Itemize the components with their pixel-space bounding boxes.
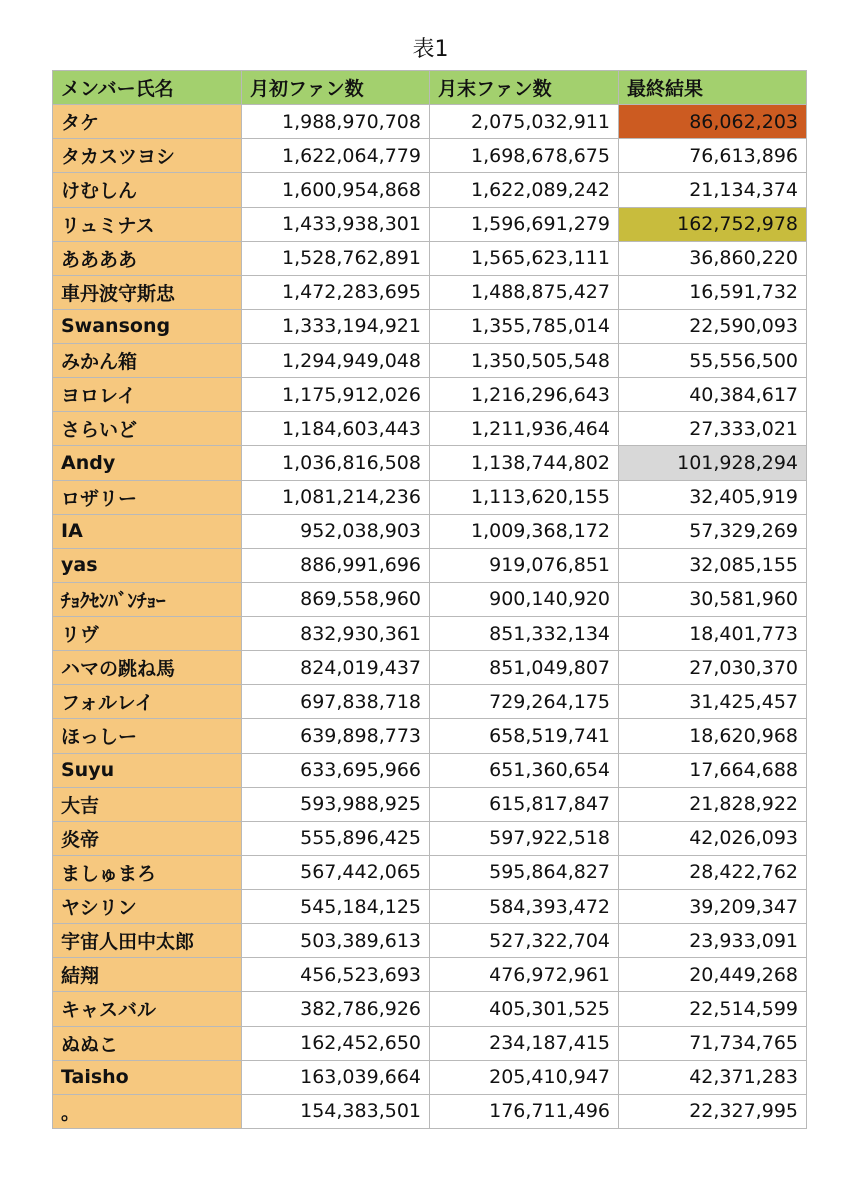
header-row — [53, 71, 807, 105]
table-row — [53, 821, 807, 855]
final-result-cell: 71,734,765 — [619, 1026, 807, 1060]
start-fans-cell: 1,294,949,048 — [242, 344, 430, 378]
end-fans-cell: 597,922,518 — [430, 821, 619, 855]
start-fans-cell: 886,991,696 — [242, 548, 430, 582]
end-fans-cell: 1,596,691,279 — [430, 207, 619, 241]
start-fans-cell: 869,558,960 — [242, 582, 430, 616]
table-row — [53, 548, 807, 582]
end-fans-cell: 1,009,368,172 — [430, 514, 619, 548]
final-result-cell: 21,828,922 — [619, 787, 807, 821]
end-fans-cell: 1,138,744,802 — [430, 446, 619, 480]
end-fans-cell: 1,113,620,155 — [430, 480, 619, 514]
final-result-cell: 22,590,093 — [619, 309, 807, 343]
table-row — [53, 924, 807, 958]
start-fans-cell: 1,081,214,236 — [242, 480, 430, 514]
member-name-cell: Andy — [53, 446, 242, 480]
end-fans-cell: 527,322,704 — [430, 924, 619, 958]
member-name-cell: 車丹波守斯忠 — [53, 275, 242, 309]
final-result-cell: 20,449,268 — [619, 958, 807, 992]
member-name-cell: yas — [53, 548, 242, 582]
end-fans-cell: 615,817,847 — [430, 787, 619, 821]
table-row — [53, 787, 807, 821]
end-fans-cell: 658,519,741 — [430, 719, 619, 753]
member-name-cell: ヨロレイ — [53, 378, 242, 412]
end-fans-cell: 900,140,920 — [430, 582, 619, 616]
final-result-cell: 31,425,457 — [619, 685, 807, 719]
start-fans-cell: 1,333,194,921 — [242, 309, 430, 343]
table-row — [53, 1060, 807, 1094]
final-result-cell: 42,371,283 — [619, 1060, 807, 1094]
start-fans-cell: 1,175,912,026 — [242, 378, 430, 412]
start-fans-cell: 1,600,954,868 — [242, 173, 430, 207]
member-name-cell: 。 — [53, 1094, 242, 1128]
start-fans-cell: 1,036,816,508 — [242, 446, 430, 480]
final-result-cell: 28,422,762 — [619, 855, 807, 889]
end-fans-cell: 651,360,654 — [430, 753, 619, 787]
end-fans-cell: 476,972,961 — [430, 958, 619, 992]
table-row — [53, 309, 807, 343]
member-name-cell: ほっしー — [53, 719, 242, 753]
final-result-cell: 16,591,732 — [619, 275, 807, 309]
end-fans-cell: 1,216,296,643 — [430, 378, 619, 412]
end-fans-cell: 851,049,807 — [430, 651, 619, 685]
start-fans-cell: 1,184,603,443 — [242, 412, 430, 446]
end-fans-cell: 234,187,415 — [430, 1026, 619, 1060]
final-result-cell: 39,209,347 — [619, 890, 807, 924]
member-name-cell: IA — [53, 514, 242, 548]
table-row — [53, 753, 807, 787]
start-fans-cell: 162,452,650 — [242, 1026, 430, 1060]
start-fans-cell: 163,039,664 — [242, 1060, 430, 1094]
table-row — [53, 719, 807, 753]
final-result-cell: 40,384,617 — [619, 378, 807, 412]
start-fans-cell: 1,622,064,779 — [242, 139, 430, 173]
start-fans-cell: 633,695,966 — [242, 753, 430, 787]
header-start-fans: 月初ファン数 — [242, 71, 430, 105]
table-row — [53, 139, 807, 173]
final-result-cell: 27,030,370 — [619, 651, 807, 685]
table-row — [53, 378, 807, 412]
table-row — [53, 582, 807, 616]
start-fans-cell: 639,898,773 — [242, 719, 430, 753]
table-row — [53, 514, 807, 548]
table-row — [53, 1026, 807, 1060]
final-result-cell: 21,134,374 — [619, 173, 807, 207]
end-fans-cell: 1,565,623,111 — [430, 241, 619, 275]
member-name-cell: 大吉 — [53, 787, 242, 821]
start-fans-cell: 1,988,970,708 — [242, 105, 430, 139]
final-result-cell: 162,752,978 — [619, 207, 807, 241]
member-name-cell: ハマの跳ね馬 — [53, 651, 242, 685]
table-row — [53, 412, 807, 446]
end-fans-cell: 1,698,678,675 — [430, 139, 619, 173]
table-row — [53, 446, 807, 480]
final-result-cell: 32,405,919 — [619, 480, 807, 514]
table-row — [53, 173, 807, 207]
final-result-cell: 22,327,995 — [619, 1094, 807, 1128]
member-name-cell: ましゅまろ — [53, 855, 242, 889]
final-result-cell: 23,933,091 — [619, 924, 807, 958]
final-result-cell: 18,620,968 — [619, 719, 807, 753]
start-fans-cell: 555,896,425 — [242, 821, 430, 855]
member-name-cell: タカスツヨシ — [53, 139, 242, 173]
final-result-cell: 27,333,021 — [619, 412, 807, 446]
member-name-cell: 結翔 — [53, 958, 242, 992]
member-name-cell: リヴ — [53, 617, 242, 651]
start-fans-cell: 824,019,437 — [242, 651, 430, 685]
start-fans-cell: 154,383,501 — [242, 1094, 430, 1128]
header-end-fans: 月末ファン数 — [430, 71, 619, 105]
member-name-cell: タケ — [53, 105, 242, 139]
start-fans-cell: 382,786,926 — [242, 992, 430, 1026]
start-fans-cell: 593,988,925 — [242, 787, 430, 821]
start-fans-cell: 1,472,283,695 — [242, 275, 430, 309]
member-name-cell: Swansong — [53, 309, 242, 343]
final-result-cell: 42,026,093 — [619, 821, 807, 855]
end-fans-cell: 919,076,851 — [430, 548, 619, 582]
final-result-cell: 57,329,269 — [619, 514, 807, 548]
start-fans-cell: 1,433,938,301 — [242, 207, 430, 241]
final-result-cell: 76,613,896 — [619, 139, 807, 173]
start-fans-cell: 952,038,903 — [242, 514, 430, 548]
end-fans-cell: 1,355,785,014 — [430, 309, 619, 343]
member-name-cell: Suyu — [53, 753, 242, 787]
end-fans-cell: 729,264,175 — [430, 685, 619, 719]
end-fans-cell: 205,410,947 — [430, 1060, 619, 1094]
table-row — [53, 241, 807, 275]
end-fans-cell: 595,864,827 — [430, 855, 619, 889]
start-fans-cell: 503,389,613 — [242, 924, 430, 958]
member-name-cell: 炎帝 — [53, 821, 242, 855]
final-result-cell: 86,062,203 — [619, 105, 807, 139]
final-result-cell: 55,556,500 — [619, 344, 807, 378]
final-result-cell: 22,514,599 — [619, 992, 807, 1026]
member-name-cell: フォルレイ — [53, 685, 242, 719]
table-row — [53, 958, 807, 992]
end-fans-cell: 1,488,875,427 — [430, 275, 619, 309]
final-result-cell: 101,928,294 — [619, 446, 807, 480]
end-fans-cell: 2,075,032,911 — [430, 105, 619, 139]
start-fans-cell: 697,838,718 — [242, 685, 430, 719]
table-row — [53, 685, 807, 719]
table-row — [53, 207, 807, 241]
member-name-cell: けむしん — [53, 173, 242, 207]
table-row — [53, 651, 807, 685]
member-name-cell: リュミナス — [53, 207, 242, 241]
final-result-cell: 17,664,688 — [619, 753, 807, 787]
table-row — [53, 344, 807, 378]
table-row — [53, 992, 807, 1026]
start-fans-cell: 456,523,693 — [242, 958, 430, 992]
member-name-cell: ぬぬこ — [53, 1026, 242, 1060]
end-fans-cell: 176,711,496 — [430, 1094, 619, 1128]
table-row — [53, 480, 807, 514]
start-fans-cell: 545,184,125 — [242, 890, 430, 924]
member-name-cell: 宇宙人田中太郎 — [53, 924, 242, 958]
start-fans-cell: 567,442,065 — [242, 855, 430, 889]
member-name-cell: みかん箱 — [53, 344, 242, 378]
table-title: 表1 — [412, 37, 449, 62]
header-member-name: メンバー氏名 — [53, 71, 242, 105]
table-row — [53, 617, 807, 651]
table-row — [53, 275, 807, 309]
table-row — [53, 855, 807, 889]
final-result-cell: 18,401,773 — [619, 617, 807, 651]
end-fans-cell: 1,622,089,242 — [430, 173, 619, 207]
end-fans-cell: 1,350,505,548 — [430, 344, 619, 378]
end-fans-cell: 1,211,936,464 — [430, 412, 619, 446]
final-result-cell: 36,860,220 — [619, 241, 807, 275]
final-result-cell: 30,581,960 — [619, 582, 807, 616]
table-row — [53, 1094, 807, 1128]
member-name-cell: さらいど — [53, 412, 242, 446]
member-name-cell: ﾁｮｸｾﾝﾊﾞﾝﾁｮｰ — [53, 582, 242, 616]
member-name-cell: キャスバル — [53, 992, 242, 1026]
member-name-cell: Taisho — [53, 1060, 242, 1094]
member-name-cell: ロザリー — [53, 480, 242, 514]
start-fans-cell: 832,930,361 — [242, 617, 430, 651]
end-fans-cell: 584,393,472 — [430, 890, 619, 924]
table-row — [53, 105, 807, 139]
member-name-cell: ヤシリン — [53, 890, 242, 924]
table-row — [53, 890, 807, 924]
end-fans-cell: 851,332,134 — [430, 617, 619, 651]
member-name-cell: ああああ — [53, 241, 242, 275]
start-fans-cell: 1,528,762,891 — [242, 241, 430, 275]
end-fans-cell: 405,301,525 — [430, 992, 619, 1026]
fan-count-table — [52, 70, 807, 1129]
final-result-cell: 32,085,155 — [619, 548, 807, 582]
header-final-result: 最終結果 — [619, 71, 807, 105]
